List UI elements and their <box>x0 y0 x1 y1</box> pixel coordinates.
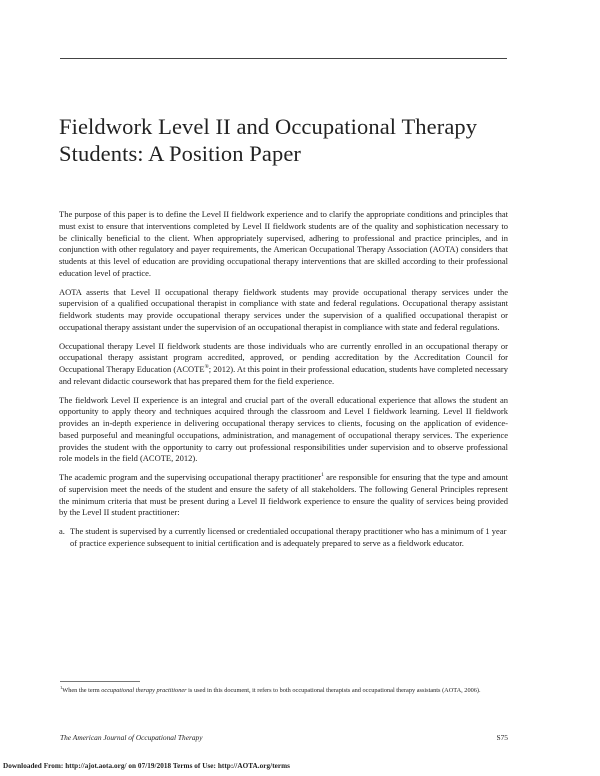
footnote-rule <box>60 681 140 682</box>
registered-mark: ® <box>204 364 209 371</box>
page-number: S75 <box>496 733 508 742</box>
footnote-reference: 1 <box>321 472 324 479</box>
footnote <box>60 686 507 696</box>
body-text <box>59 209 508 557</box>
paragraph-academic-program <box>59 472 508 519</box>
paragraph-aota-asserts: AOTA asserts that Level II occupational therapy fieldwork students may provide occupational therapy services under the supervision of a qualified occupational therapist in compliance with state and federal regulations. Occupational therapy assistant fieldwork students may provide occupational therapy services under the supervision of a qualified occupational therapist or occupational therapy assistant under the supervision of an occupational therapist in compliance with state and federal regulations. <box>59 286 508 332</box>
footnote-number: 1 <box>60 684 63 690</box>
paragraph-students-defined-before: Occupational therapy Level II fieldwork students are those individuals who are currently enrolled in an occupational therapy or occupational therapy assistant program accredited, approved, or pending accreditation by the Accreditation Council for Occupational Therapy Education (ACOTE <box>59 340 508 374</box>
paragraph-academic-program-after: are responsible for ensuring that the type and amount of supervision meet the needs of the student and ensure the safety of all stakeholders. The following General Principles represent the minimum criteria that must be present during a Level II fieldwork experience to ensure the quality of services being provided by the Level II student practitioner: <box>59 472 508 518</box>
footnote-text-before: When the term <box>62 687 102 694</box>
list-text-a: The student is supervised by a currently licensed or credentialed occupational therapy practitioner who has a minimum of 1 year of practice experience subsequent to initial certification and is adequately prepared to serve as a fieldwork educator. <box>70 526 507 548</box>
paragraph-fieldwork-experience: The fieldwork Level II experience is an integral and crucial part of the overall educational experience that allows the student an opportunity to apply theory and techniques acquired through the classroom and Level I fieldwork learning. Level II fieldwork provides an in-depth experience in delivering occupational therapy services to clients, focusing on the application of evidence-based purposeful and meaningful occupations, administration, and management of occupational therapy services. The experience provides the student with the opportunity to carry out professional responsibilities under supervision and to observe professional role models in the field (ACOTE, 2012). <box>59 394 508 464</box>
paragraph-purpose: The purpose of this paper is to define the Level II fieldwork experience and to clarify the appropriate conditions and principles that must exist to ensure that interventions completed by Level II fieldwork students are of the quality and sophistication necessary to be clinically beneficial to the client. When appropriately supervised, adhering to professional and practice principles, and in conjunction with other regulatory and payer requirements, the American Occupational Therapy Association (AOTA) considers that students at this level of education are providing occupational therapy interventions that are skilled according to their professional education level of practice. <box>59 209 508 278</box>
paragraph-students-defined-after: ; 2012). At this point in their professional education, students have completed necessary and relevant didactic coursework that has prepared them for the field experience. <box>59 364 508 386</box>
header-rule <box>60 58 507 59</box>
footnote-text-after: is used in this document, it refers to both occupational therapists and occupational therapy assistants (AOTA, 2006). <box>186 687 481 694</box>
running-footer-journal: The American Journal of Occupational Therapy <box>60 733 203 742</box>
title-line-1: Fieldwork Level II and Occupational Therapy <box>59 114 478 139</box>
paragraph-academic-program-before: The academic program and the supervising occupational therapy practitioner <box>59 472 322 482</box>
paragraph-students-defined <box>59 341 508 388</box>
title-line-2: Students: A Position Paper <box>59 141 302 166</box>
footnote-italic-term: occupational therapy practitioner <box>101 687 187 694</box>
paper-title <box>59 113 519 167</box>
list-item-a <box>59 526 508 550</box>
list-marker-a: a. <box>59 526 65 536</box>
download-notice: Downloaded From: http://ajot.aota.org/ on 07/19/2018 Terms of Use: http://AOTA.org/terms <box>3 762 291 770</box>
